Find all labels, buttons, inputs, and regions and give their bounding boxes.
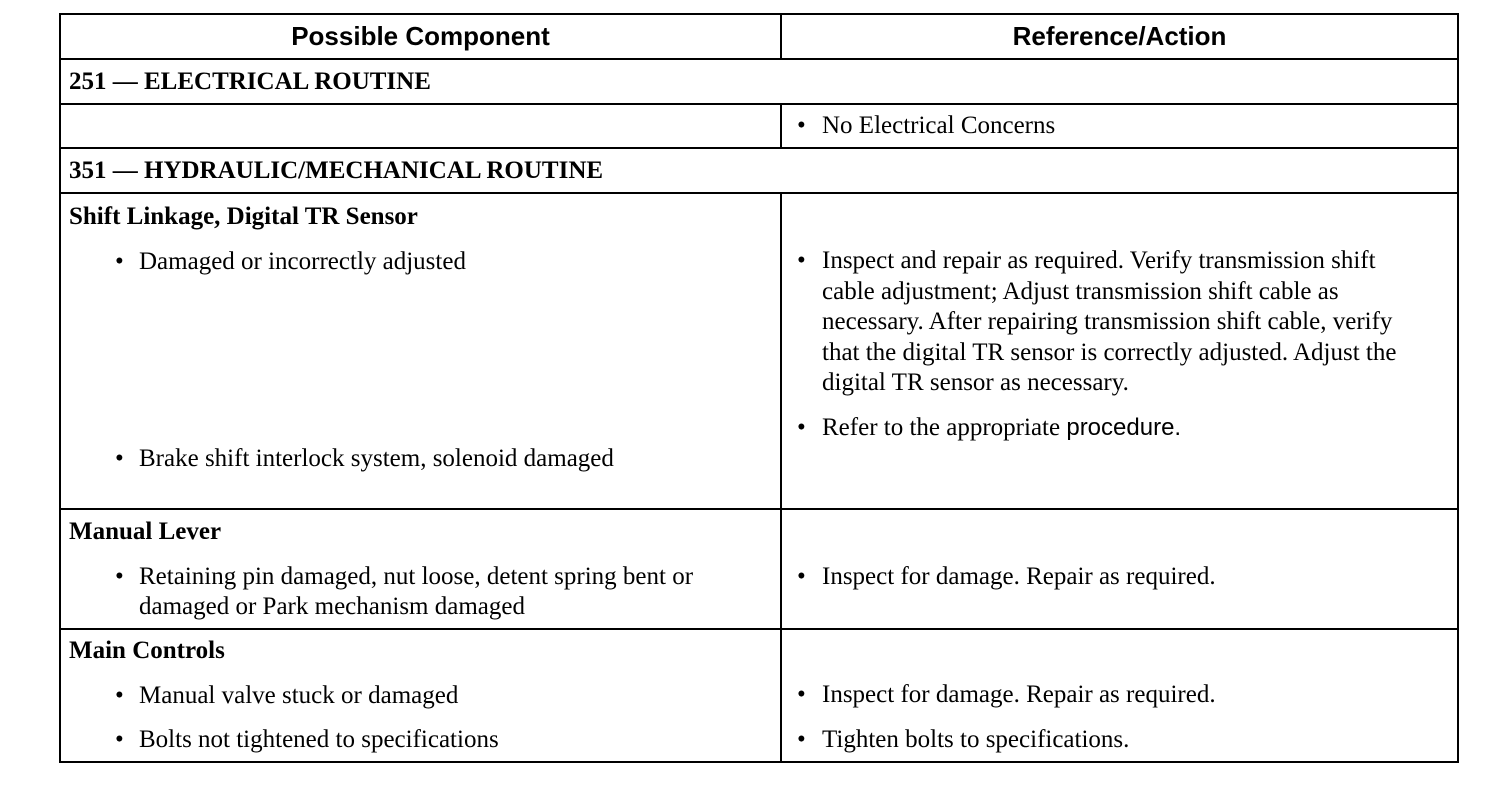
action-cell (781, 629, 1458, 762)
component-cell (60, 509, 781, 629)
header-reference-action: Reference/Action (781, 14, 1458, 59)
action-cell (781, 104, 1458, 148)
action-no-electrical: • No Electrical Concerns (782, 111, 1457, 142)
group-title-main-controls: Main Controls (69, 637, 225, 664)
action-cell (781, 509, 1458, 629)
component-cell (60, 629, 781, 762)
component-item: • Damaged or incorrectly adjusted (61, 247, 780, 278)
section-title-electrical: 251 — ELECTRICAL ROUTINE (60, 59, 1458, 104)
table-row-shift-linkage (60, 193, 1458, 509)
empty-cell (60, 104, 781, 148)
action-item: • Tighten bolts to specifications. (782, 725, 1457, 756)
action-item: • Inspect and repair as required. Verify transmission shift cable adjustment; Adjust transmission shift cable as necessary. After repairing transmission shift cable, verify that the digital TR sensor is correctly adjusted. Adjust the digital TR sensor as necessary. (782, 246, 1457, 399)
component-cell (60, 193, 781, 509)
section-title-hydraulic: 351 — HYDRAULIC/MECHANICAL ROUTINE (60, 148, 1458, 193)
action-text-procedure: procedure. (1066, 413, 1182, 441)
table-row-manual-lever (60, 509, 1458, 629)
action-cell (781, 193, 1458, 509)
table-row-main-controls (60, 629, 1458, 762)
action-item (782, 413, 1457, 444)
component-item: • Bolts not tightened to specifications (61, 725, 780, 756)
section-row-electrical (60, 59, 1458, 104)
table-row-electrical (60, 104, 1458, 148)
action-item: • Inspect for damage. Repair as required. (782, 680, 1457, 711)
diagnostic-table (59, 13, 1459, 763)
group-title-manual-lever: Manual Lever (69, 518, 222, 545)
action-text: Refer to the appropriate (822, 413, 1067, 441)
component-item: • Brake shift interlock system, solenoid damaged (61, 444, 780, 475)
action-item: • Inspect for damage. Repair as required. (782, 562, 1457, 593)
header-possible-component: Possible Component (60, 14, 781, 59)
component-item: • Retaining pin damaged, nut loose, detent spring bent or damaged or Park mechanism damaged (61, 562, 780, 623)
component-item: • Manual valve stuck or damaged (61, 681, 780, 712)
group-title-shift-linkage: Shift Linkage, Digital TR Sensor (69, 203, 418, 230)
header-row (60, 14, 1458, 59)
section-row-hydraulic (60, 148, 1458, 193)
